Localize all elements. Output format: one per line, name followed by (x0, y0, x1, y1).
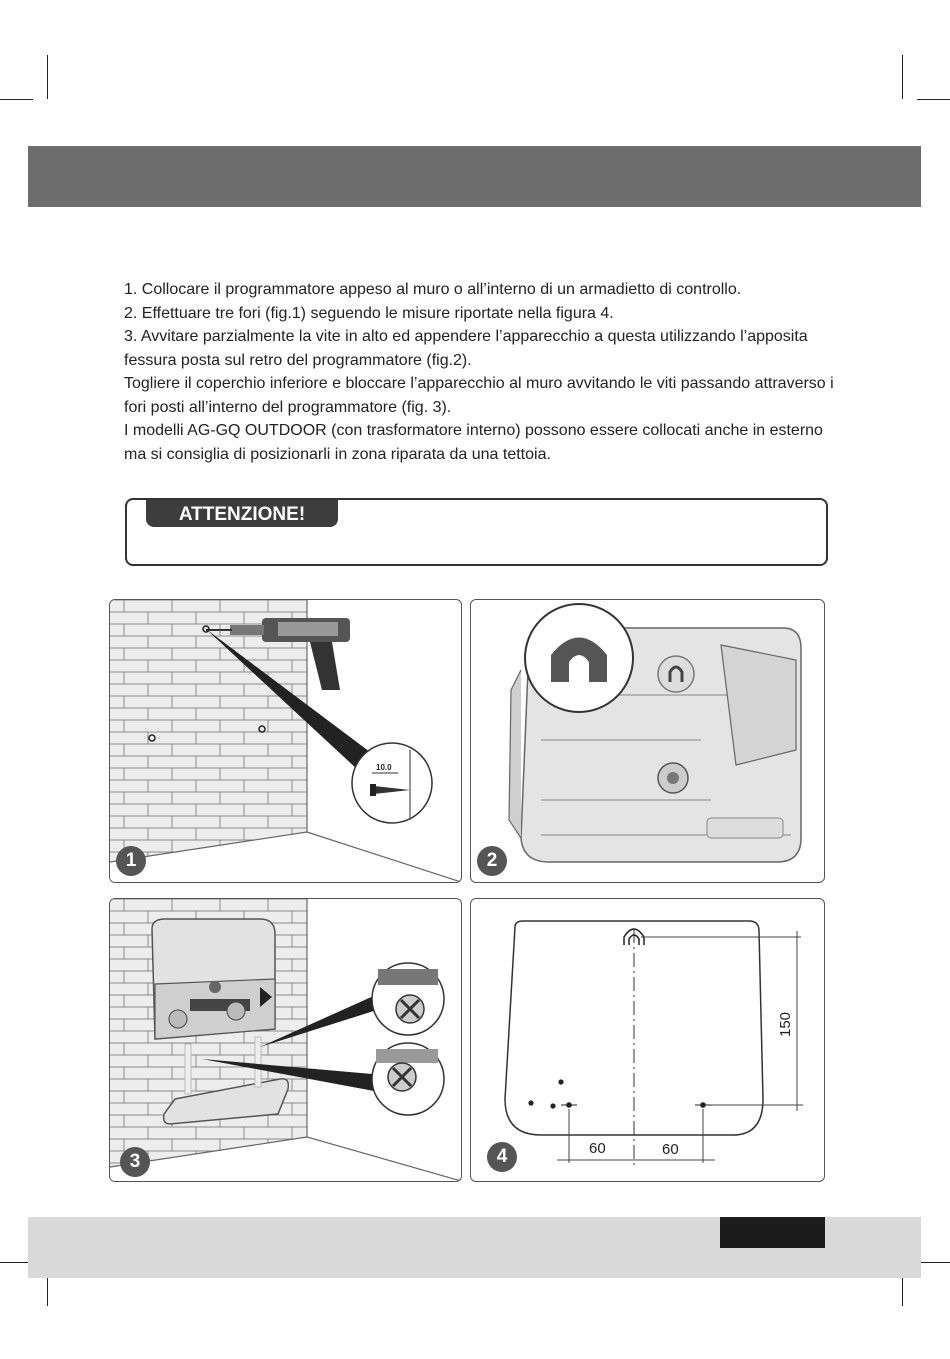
figure-number: 1 (116, 846, 146, 876)
figure-4-template (470, 898, 825, 1182)
crop-mark (47, 55, 48, 99)
dimension-left: 60 (589, 1140, 606, 1157)
figure-1-drilling (109, 599, 462, 883)
hanging-slot-magnifier (525, 604, 633, 712)
warning-label: ATTENZIONE! (146, 500, 338, 527)
dimension-right: 60 (662, 1141, 679, 1158)
figure-number: 2 (477, 846, 507, 876)
instruction-line: 2. Effettuare tre fori (fig.1) seguendo le misure riportate nella figura 4. (124, 304, 614, 322)
figure-number: 4 (487, 1142, 517, 1172)
instruction-line: 3. Avvitare parzialmente la vite in alto ed appendere l’apparecchio a questa utilizzando l’apposita fessura posta sul retro del programmatore (fig.2). (124, 328, 808, 369)
instruction-line: Togliere il coperchio inferiore e bloccare l’apparecchio al muro avvitando le viti passando attraverso i fori posti all’interno del programmatore (fig. 3). (124, 375, 834, 416)
crop-mark (0, 99, 33, 100)
header-band (28, 146, 921, 207)
screw-detail-callout (352, 743, 432, 823)
figure-2-hanging-slot (470, 599, 825, 883)
screw-detail-callout (372, 963, 444, 1035)
dimension-vertical: 150 (777, 1011, 794, 1037)
instruction-line: 1. Collocare il programmatore appeso al muro o all’interno di un armadietto di controllo. (124, 281, 742, 298)
crop-mark (917, 99, 950, 100)
installation-instructions (124, 278, 844, 466)
figure-3-fixing (109, 898, 462, 1182)
screw-detail-callout (372, 1043, 444, 1115)
figure-number: 3 (120, 1147, 150, 1177)
footer-page-tab (720, 1217, 825, 1248)
screw-dimension-label: 10.0 (376, 763, 392, 772)
crop-mark (917, 1262, 950, 1263)
instruction-line: I modelli AG-GQ OUTDOOR (con trasformatore interno) possono essere collocati anche in esterno ma si consiglia di posizionarli in zona riparata da una tettoia. (124, 422, 823, 463)
crop-mark (902, 55, 903, 99)
